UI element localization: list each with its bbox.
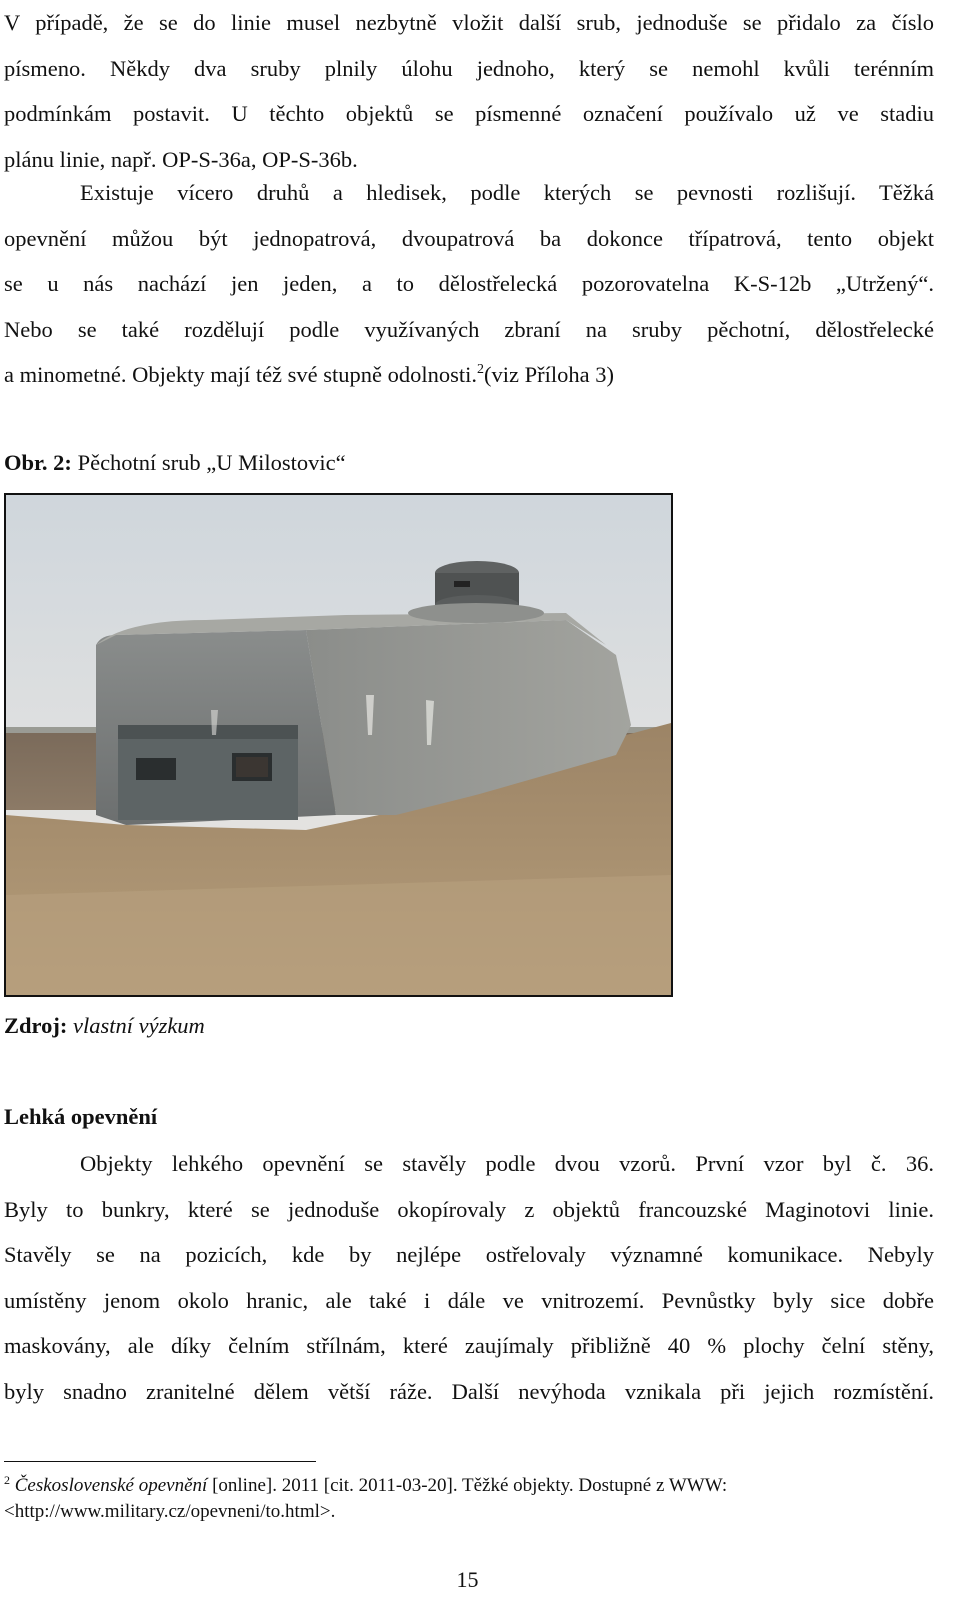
footnote-title: Československé opevnění: [14, 1475, 208, 1496]
text-line: maskovány, ale díky čelním střílnám, které zaujímaly přibližně 40 % plochy čelní stěny,: [4, 1333, 934, 1358]
text-line: opevnění můžou být jednopatrová, dvoupatrová ba dokonce třípatrová, tento objekt: [4, 225, 934, 251]
text-line: Existuje vícero druhů a hledisek, podle kterých se pevnosti rozlišují. Těžká: [80, 180, 934, 205]
text-fragment: a minometné. Objekty mají též své stupně odolnosti.: [4, 362, 478, 387]
text-line: V případě, že se do linie musel nezbytně vložit další srub, jednoduše se přidalo za číslo: [4, 10, 934, 35]
text-line: se u nás nachází jen jeden, a to dělostřelecká pozorovatelna K-S-12b „Utržený“.: [4, 271, 934, 296]
text-line: Nebo se také rozdělují podle využívaných zbraní na sruby pěchotní, dělostřelecké: [4, 316, 934, 342]
types-paragraph: [4, 170, 934, 398]
page-number: 15: [456, 1567, 479, 1592]
figure-title: Pěchotní srub „U Milostovic“: [71, 450, 346, 475]
text-line: [4, 352, 934, 398]
text-line: podmínkám postavit. U těchto objektů se písmenné označení používalo už ve stadiu: [4, 101, 934, 126]
footnote-divider: [4, 1461, 316, 1462]
source-label: Zdroj:: [4, 1013, 68, 1038]
footnote: [4, 1473, 944, 1525]
footnote-text: [online]. 2011 [cit. 2011-03-20]. Těžké objekty. Dostupné z WWW:: [207, 1475, 728, 1496]
footnote-line: [4, 1475, 727, 1496]
source-text: vlastní výzkum: [67, 1013, 205, 1038]
figure-label: Obr. 2:: [4, 450, 72, 475]
text-line: Stavěly se na pozicích, kde by nejlépe ostřelovaly významné komunikace. Nebyly: [4, 1242, 934, 1267]
intro-paragraph: [4, 0, 934, 182]
text-line: písmeno. Někdy dva sruby plnily úlohu jednoho, který se nemohl kvůli terénním: [4, 55, 934, 81]
section-heading: Lehká opevnění: [4, 1104, 158, 1129]
bunker-photo: [4, 493, 673, 997]
text-line: umístěny jenom okolo hranic, ale také i dále ve vnitrozemí. Pevnůstky byly sice dobře: [4, 1287, 934, 1313]
text-line: Byly to bunkry, které se jednoduše okopírovaly z objektů francouzské Maginotovi linie.: [4, 1196, 934, 1222]
section-paragraph: [4, 1141, 934, 1414]
figure-source: [4, 1013, 205, 1039]
text-line: byly snadno zranitelné dělem větší ráže. Další nevýhoda vznikala při jejich rozmístění.: [4, 1378, 934, 1404]
footnote-number: 2: [4, 1473, 10, 1487]
footnote-reference[interactable]: 2: [477, 362, 485, 377]
footnote-url[interactable]: <http://www.military.cz/opevneni/to.html>.: [4, 1501, 336, 1522]
text-line: plánu linie, např. OP-S-36a, OP-S-36b.: [4, 146, 358, 172]
figure-caption: [4, 450, 346, 476]
text-fragment: (viz Příloha 3): [484, 362, 615, 387]
text-line: Objekty lehkého opevnění se stavěly podle dvou vzorů. První vzor byl č. 36.: [80, 1151, 934, 1176]
